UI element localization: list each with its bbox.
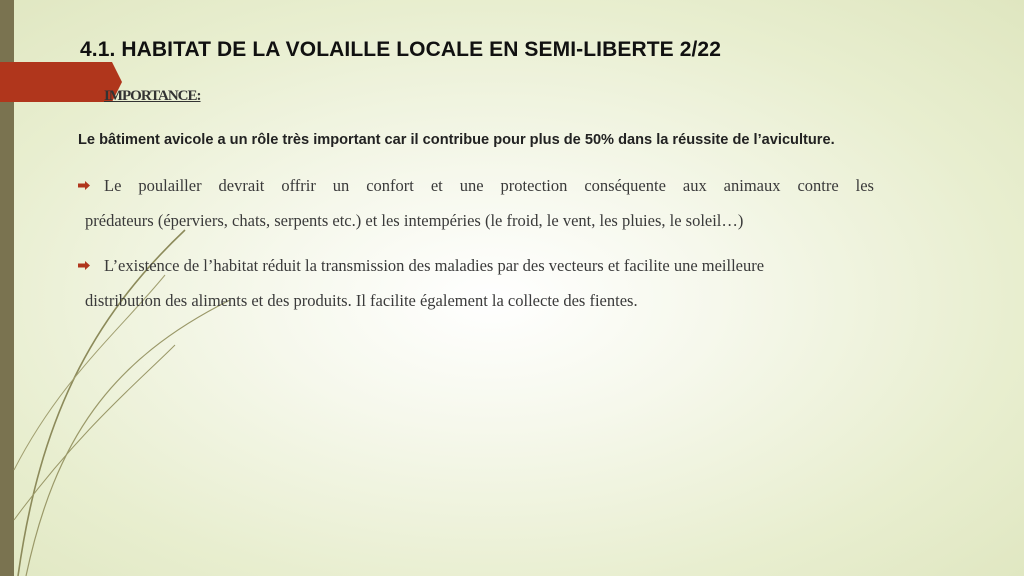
bullet-line-1 [104,176,874,196]
bullet-item-protection [78,176,878,236]
word: devrait [218,176,265,195]
word: et [430,176,443,195]
word: conséquente [584,176,666,195]
word: une [459,176,484,195]
bullet-line-2: distribution des aliments et des produits. Il facilite également la collecte des fientes. [85,291,638,310]
bullet-line-2: prédateurs (éperviers, chats, serpents etc.) et les intempéries (le froid, le vent, les pluies, le soleil…) [85,211,744,230]
word: les [855,176,874,195]
word: animaux [723,176,781,195]
word: Le [104,176,122,195]
bullet-item-transmission [78,256,878,316]
word: contre [797,176,839,195]
word: confort [366,176,414,195]
word: un [332,176,350,195]
word: offrir [281,176,316,195]
slide-title: 4.1. HABITAT DE LA VOLAILLE LOCALE EN SEMI-LIBERTE 2/22 [80,38,721,61]
slide-subtitle: IMPORTANCE: [104,88,201,104]
word: poulailler [138,176,202,195]
intro-paragraph: Le bâtiment avicole a un rôle très important car il contribue pour plus de 50% dans la réussite de l’aviculture. [78,132,835,148]
word: aux [682,176,707,195]
word: protection [500,176,568,195]
bullet-line-1: L’existence de l’habitat réduit la transmission des maladies par des vecteurs et facilite une meilleure [104,256,765,275]
arrow-right-icon [78,261,90,270]
arrow-right-icon [78,181,90,190]
